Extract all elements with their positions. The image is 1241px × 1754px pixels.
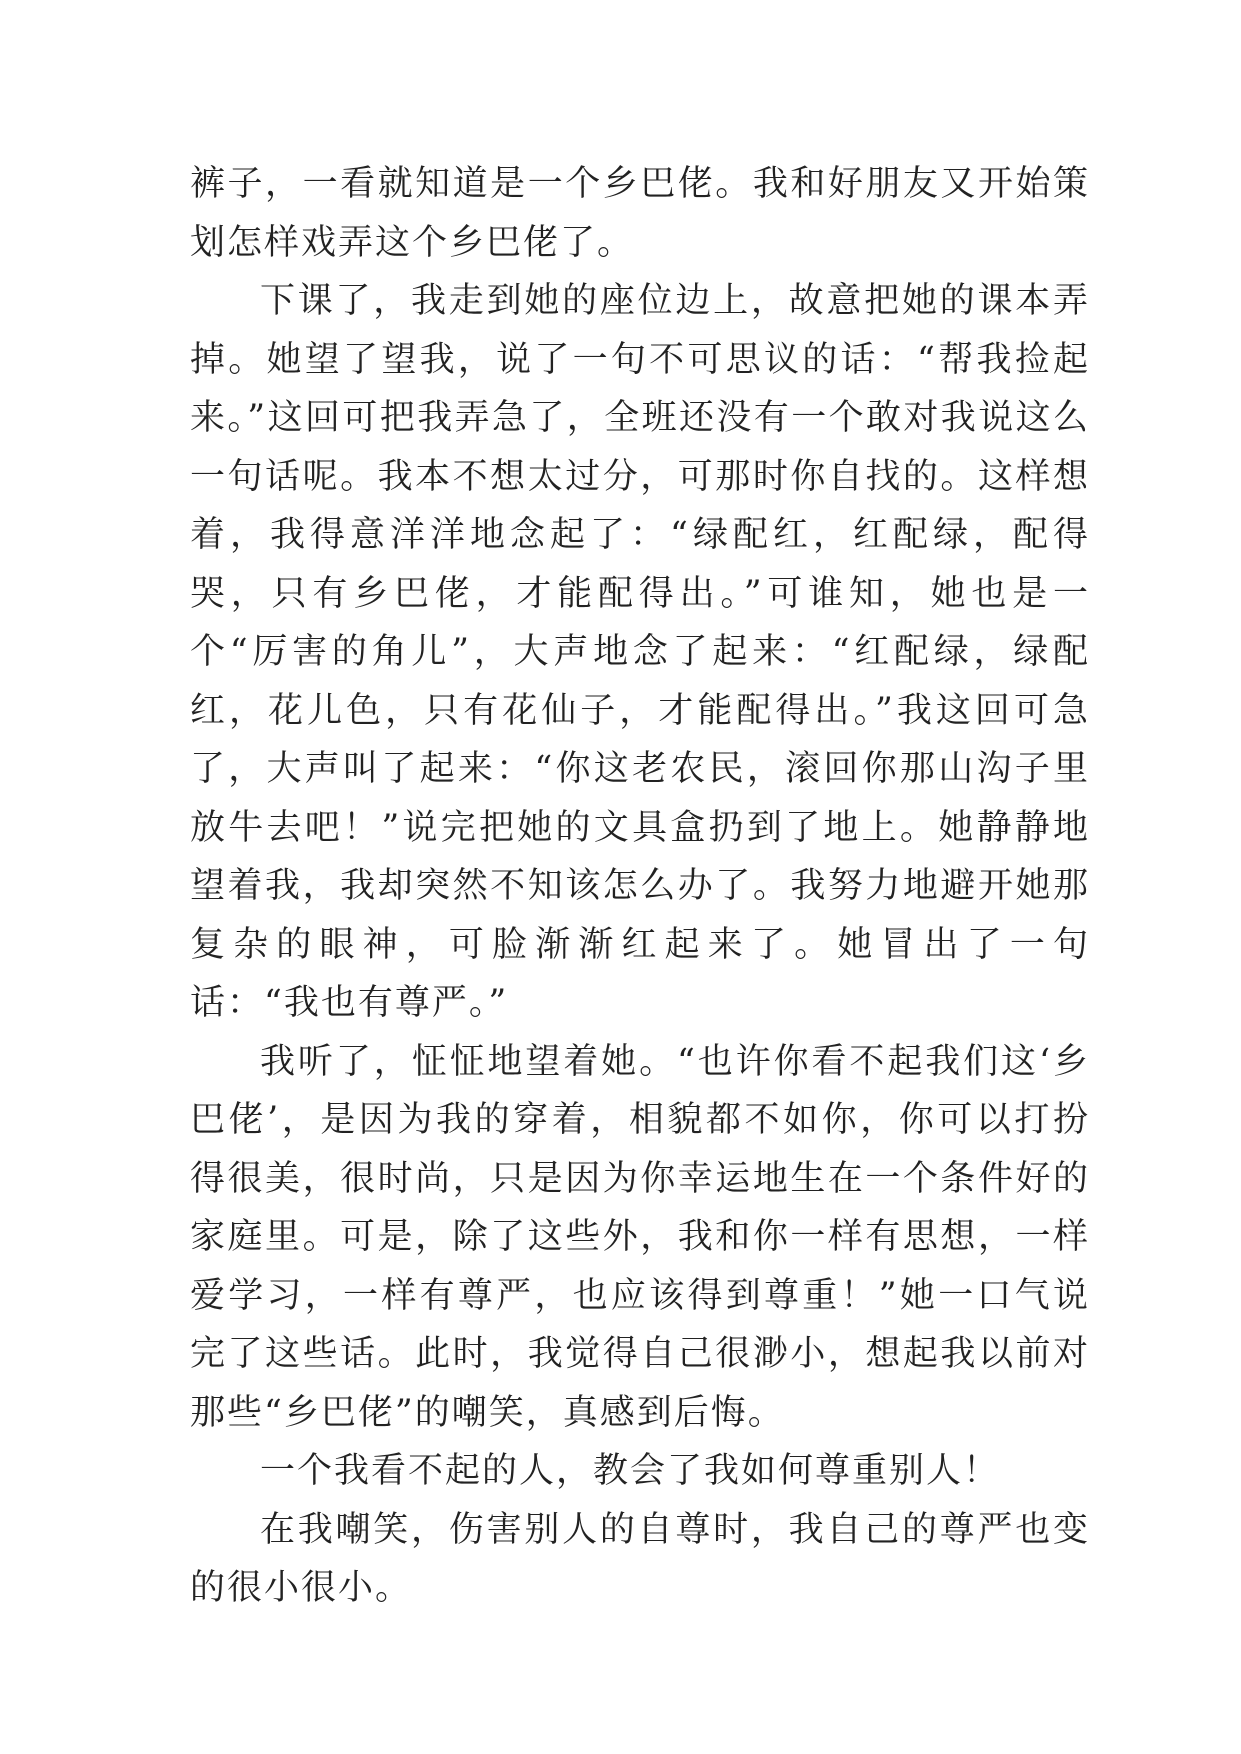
paragraph-1: 裤子，一看就知道是一个乡巴佬。我和好朋友又开始策划怎样戏弄这个乡巴佬了。 (190, 164, 1090, 263)
paragraph-3: 我听了，怔怔地望着她。“也许你看不起我们这‘乡巴佬’，是因为我的穿着，相貌都不如你，你可以打扮得很美，很时尚，只是因为你幸运地生在一个条件好的家庭里。可是，除了这些外，我和你一样有思想，一样爱学习，一样有尊严，也应该得到尊重！”她一口气说完了这些话。此时，我觉得自己很渺小，想起我以前对那些“乡巴佬”的嘲笑，真感到后悔。 (190, 1041, 1090, 1433)
paragraph-5: 在我嘲笑，伤害别人的自尊时，我自己的尊严也变的很小很小。 (190, 1509, 1090, 1608)
paragraph-4: 一个我看不起的人，教会了我如何尊重别人！ (260, 1451, 1001, 1491)
paragraph-2: 下课了，我走到她的座位边上，故意把她的课本弄掉。她望了望我，说了一句不可思议的话：“帮我捡起来。”这回可把我弄急了，全班还没有一个敢对我说这么一句话呢。我本不想太过分，可那时你自找的。这样想着，我得意洋洋地念起了：“绿配红，红配绿，配得哭，只有乡巴佬，才能配得出。”可谁知，她也是一个“厉害的角儿”，大声地念了起来：“红配绿，绿配红，花儿色，只有花仙子，才能配得出。”我这回可急了，大声叫了起来：“你这老农民，滚回你那山沟子里放牛去吧！”说完把她的文具盒扔到了地上。她静静地望着我，我却突然不知该怎么办了。我努力地避开她那复杂的眼神，可脸渐渐红起来了。她冒出了一句话：“我也有尊严。” (190, 281, 1090, 1023)
document-body (190, 155, 1090, 1618)
